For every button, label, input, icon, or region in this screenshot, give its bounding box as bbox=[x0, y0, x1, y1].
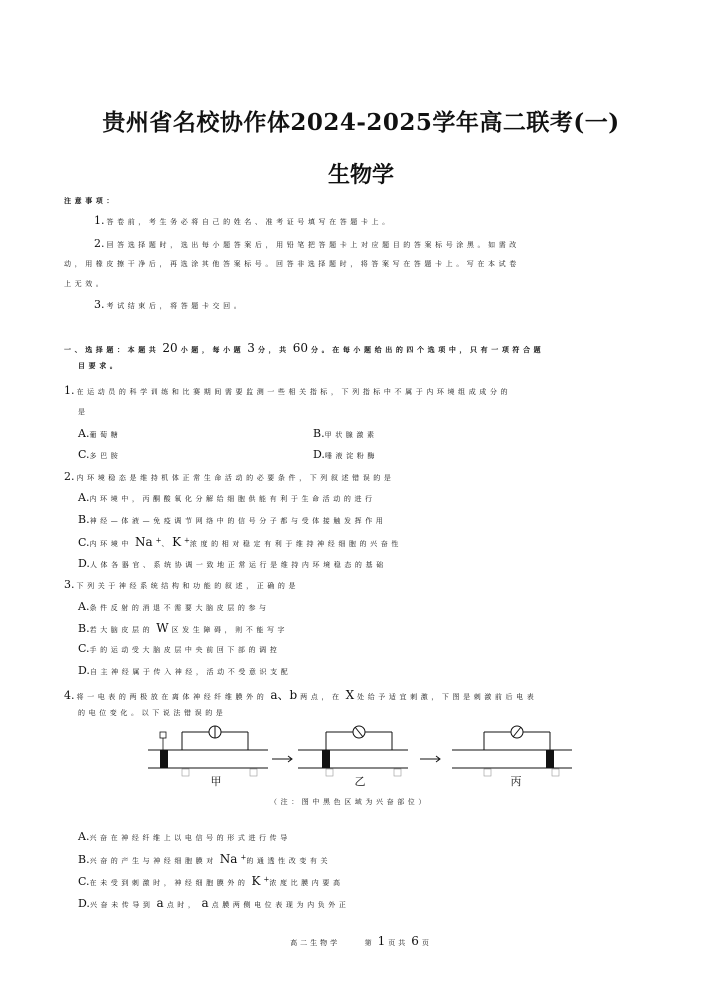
q4-stem-tail: 的电位变化。以下说法错误的是 bbox=[78, 709, 227, 717]
q3-option-a bbox=[78, 600, 270, 613]
q2-option-a bbox=[78, 491, 376, 504]
q1-d-label: D. bbox=[313, 448, 325, 461]
nerve-panel-jia bbox=[148, 726, 268, 776]
note-1 bbox=[94, 214, 393, 227]
section-mid3: 分。在每小题给出的四个选项中，只有一项符合题 bbox=[311, 345, 545, 354]
q2-c-ion-k: K bbox=[172, 535, 182, 549]
exam-title: 贵州省名校协作体2024-2025学年高二联考(一) bbox=[102, 109, 620, 136]
q4-stem-x: X bbox=[345, 688, 355, 702]
q4-d-label: D. bbox=[78, 897, 90, 910]
q4-c-pre: 在未受到刺激时，神经细胞膜外的 bbox=[89, 879, 249, 887]
q3-number: 3. bbox=[64, 578, 75, 591]
footer-page-post: 页 bbox=[421, 939, 432, 947]
q2-b-text: 神经—体液—免疫调节网络中的信号分子都与受体接触发挥作用 bbox=[89, 517, 387, 525]
q3-option-c bbox=[78, 642, 280, 655]
section-count: 20 bbox=[162, 341, 178, 355]
note-3-num: 3. bbox=[94, 298, 105, 311]
q3-option-d bbox=[78, 664, 291, 677]
q2-b-label: B. bbox=[78, 513, 90, 526]
q2-option-b bbox=[78, 513, 386, 526]
q4-stem-ab: a、b bbox=[270, 688, 298, 702]
q1-d-text: 唾液淀粉酶 bbox=[324, 452, 378, 460]
q3-a-label: A. bbox=[78, 600, 90, 613]
note-2-text-a: 回答选择题时，选出每小题答案后，用铅笔把答题卡上对应题目的答案标号涂黑。如需改 bbox=[106, 241, 520, 249]
note-1-text: 答卷前，考生务必将自己的姓名、准考证号填写在答题卡上。 bbox=[106, 218, 393, 226]
q2-c-sep: 、 bbox=[161, 540, 173, 548]
nerve-panel-bing bbox=[452, 726, 572, 776]
note-2 bbox=[94, 237, 520, 250]
note-2-line-c: 上无效。 bbox=[64, 280, 107, 288]
q4-a-label: A. bbox=[78, 830, 90, 843]
q1-stem-tail: 是 bbox=[78, 408, 89, 416]
q4-b-label: B. bbox=[78, 853, 90, 866]
q4-b-pre: 兴奋的产生与神经细胞膜对 bbox=[89, 857, 217, 865]
note-2-num: 2. bbox=[94, 237, 105, 250]
notes-heading: 注意事项： bbox=[64, 196, 117, 205]
q3-b-post: 区发生障碍，则不能写字 bbox=[171, 626, 289, 634]
note-1-num: 1. bbox=[94, 214, 105, 227]
section-lead: 一、选择题：本题共 bbox=[64, 345, 160, 354]
q1-stem bbox=[64, 384, 511, 397]
fig-label-bing: 丙 bbox=[510, 775, 522, 788]
q2-stem-text: 内环境稳态是维持机体正常生命活动的必要条件，下列叙述错误的是 bbox=[76, 474, 395, 482]
q2-a-label: A. bbox=[78, 491, 90, 504]
fig-label-yi: 乙 bbox=[354, 775, 366, 788]
q1-option-b bbox=[313, 427, 378, 440]
section-score: 3 bbox=[247, 341, 255, 355]
section-mid2: 分，共 bbox=[257, 345, 290, 354]
q2-number: 2. bbox=[64, 470, 75, 483]
q1-option-c bbox=[78, 448, 121, 461]
q4-stem-mid: 两点，在 bbox=[300, 693, 343, 701]
q2-c-post: 浓度的相对稳定有利于维持神经细胞的兴奋性 bbox=[189, 540, 402, 548]
q4-b-ion: Na bbox=[219, 852, 238, 866]
q4-a-text: 兴奋在神经纤维上以电信号的形式进行传导 bbox=[89, 834, 291, 842]
q1-a-label: A. bbox=[78, 427, 90, 440]
q4-number: 4. bbox=[64, 689, 75, 702]
q3-option-b bbox=[78, 621, 288, 635]
q4-option-d bbox=[78, 896, 349, 910]
q4-b-post: 的通透性改变有关 bbox=[246, 857, 332, 865]
q3-a-text: 条件反射的消退不需要大脑皮层的参与 bbox=[89, 604, 270, 612]
q4-figure bbox=[140, 722, 580, 794]
section-heading-line2: 目要求。 bbox=[78, 361, 121, 370]
subject-title: 生物学 bbox=[327, 162, 394, 188]
q4-d-a2: a bbox=[201, 896, 209, 910]
q1-c-text: 多巴胺 bbox=[89, 452, 122, 460]
footer-page-number: 1 bbox=[377, 934, 386, 948]
q2-c-ion-na: Na bbox=[134, 535, 153, 549]
q1-option-d bbox=[313, 448, 378, 461]
q4-d-pre: 兴奋未传导到 bbox=[89, 901, 154, 909]
nerve-panel-yi bbox=[298, 726, 408, 776]
q3-stem-text: 下列关于神经系统结构和功能的叙述，正确的是 bbox=[76, 582, 300, 590]
q2-c-label: C. bbox=[78, 536, 90, 549]
q2-stem bbox=[64, 470, 395, 483]
q4-d-a1: a bbox=[156, 896, 164, 910]
q2-option-d bbox=[78, 557, 387, 570]
q3-b-label: B. bbox=[78, 622, 90, 635]
q3-d-label: D. bbox=[78, 664, 90, 677]
footer-subject: 高二生物学 bbox=[290, 939, 341, 947]
note-3-text: 考试结束后，将答题卡交回。 bbox=[106, 302, 245, 310]
section-mid1: 小题，每小题 bbox=[180, 345, 245, 354]
q2-d-label: D. bbox=[78, 557, 90, 570]
q1-number: 1. bbox=[64, 384, 75, 397]
q2-option-c: C.内环境中 Na +、K +浓度的相对稳定有利于维持神经细胞的兴奋性 bbox=[78, 535, 402, 549]
q1-option-a bbox=[78, 427, 121, 440]
q3-d-text: 自主神经属于传入神经，活动不受意识支配 bbox=[89, 668, 292, 676]
q1-c-label: C. bbox=[78, 448, 90, 461]
q4-option-c: C.在未受到刺激时，神经细胞膜外的 K +浓度比膜内要高 bbox=[78, 874, 344, 888]
q4-stem bbox=[64, 686, 537, 703]
q3-b-w: W bbox=[156, 621, 169, 635]
q2-d-text: 人体各器官、系统协调一致地正常运行是维持内环境稳态的基础 bbox=[89, 561, 387, 569]
q3-c-label: C. bbox=[78, 642, 90, 655]
q2-a-text: 内环境中，丙酮酸氧化分解给细胞供能有利于生命活动的进行 bbox=[89, 495, 376, 503]
q2-c-pre: 内环境中 bbox=[89, 540, 132, 548]
section-heading bbox=[64, 341, 544, 355]
q4-d-mid: 点时， bbox=[166, 901, 199, 909]
q3-b-pre: 若大脑皮层的 bbox=[89, 626, 154, 634]
footer-page-pre: 第 bbox=[364, 939, 375, 947]
footer-page-mid: 页共 bbox=[388, 939, 409, 947]
q3-stem bbox=[64, 578, 299, 591]
q4-stem-pre: 将一电表的两极放在离体神经纤维膜外的 bbox=[76, 693, 268, 701]
q1-stem-text: 在运动员的科学训练和比赛期间需要监测一些相关指标，下列指标中不属于内环境组成成分的 bbox=[76, 388, 512, 396]
q3-c-text: 手的运动受大脑皮层中央前回下部的调控 bbox=[89, 646, 281, 654]
q1-b-label: B. bbox=[313, 427, 325, 440]
page-footer bbox=[0, 934, 722, 948]
q4-figure-note: （注：图中黑色区域为兴奋部位） bbox=[270, 798, 429, 806]
q4-c-post: 浓度比膜内要高 bbox=[269, 879, 344, 887]
q4-option-b: B.兴奋的产生与神经细胞膜对 Na +的通透性改变有关 bbox=[78, 852, 332, 866]
fig-label-jia: 甲 bbox=[210, 775, 222, 788]
q1-b-text: 甲状腺激素 bbox=[324, 431, 378, 439]
q4-option-a bbox=[78, 830, 291, 843]
section-total: 60 bbox=[292, 341, 309, 355]
q1-a-text: 葡萄糖 bbox=[89, 431, 122, 439]
q4-c-label: C. bbox=[78, 875, 90, 888]
q4-c-ion: K bbox=[251, 874, 261, 888]
footer-page-total: 6 bbox=[411, 934, 419, 948]
q4-stem-post: 处给予适宜刺激，下图是刺激前后电表 bbox=[357, 693, 538, 701]
q4-d-post: 点膜两侧电位表现为内负外正 bbox=[211, 901, 350, 909]
note-2-line-b: 动，用橡皮擦干净后，再选涂其他答案标号。回答非选择题时，将答案写在答题卡上。写在本试卷 bbox=[64, 260, 520, 268]
note-3 bbox=[94, 298, 244, 311]
